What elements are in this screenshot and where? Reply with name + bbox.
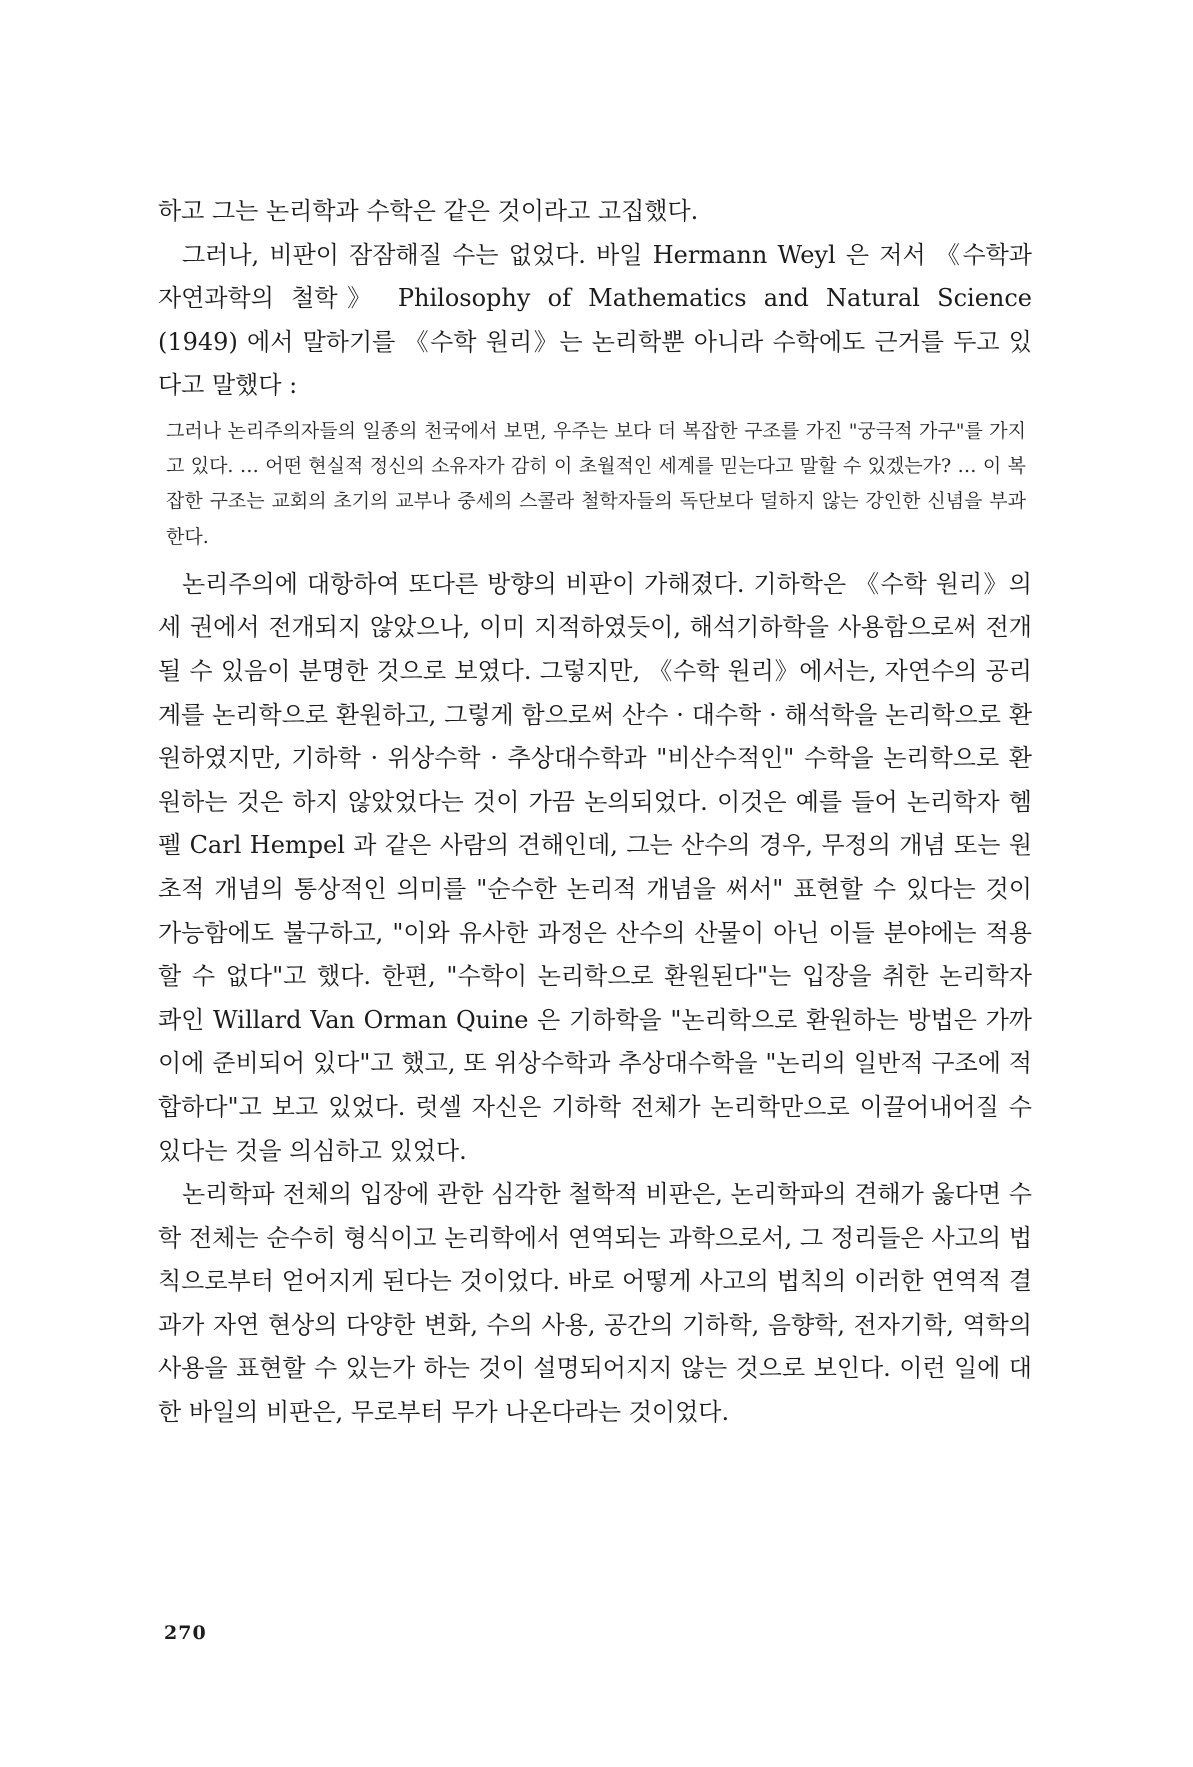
paragraph-continuation: 하고 그는 논리학과 수학은 같은 것이라고 고집했다. xyxy=(158,197,699,225)
page-number: 270 xyxy=(164,1622,207,1644)
page-body xyxy=(158,190,1032,1435)
paragraph-geometry-criticism: 논리주의에 대항하여 또다른 방향의 비판이 가해졌다. 기하학은 《수학 원리》의 세 권에서 전개되지 않았으나, 이미 지적하였듯이, 해석기하학을 사용함으로써 전개될 수 있음이 분명한 것으로 보였다. 그렇지만, 《수학 원리》에서는, 자연수의 공리계를 논리학으로 환원하고, 그렇게 함으로써 산수 · 대수학 · 해석학을 논리학으로 환원하였지만, 기하학 · 위상수학 · 추상대수학과 "비산수적인" 수학을 논리학으로 환원하는 것은 하지 않았었다는 것이 가끔 논의되었다. 이것은 예를 들어 논리학자 헴펠 Carl Hempel 과 같은 사람의 견해인데, 그는 산수의 경우, 무정의 개념 또는 원초적 개념의 통상적인 의미를 "순수한 논리적 개념을 써서" 표현할 수 있다는 것이 가능함에도 불구하고, "이와 유사한 과정은 산수의 산물이 아닌 이들 분야에는 적용할 수 없다"고 했다. 한편, "수학이 논리학으로 환원된다"는 입장을 취한 논리학자 콰인 Willard Van Orman Quine 은 기하학을 "논리학으로 환원하는 방법은 가까이에 준비되어 있다"고 했고, 또 위상수학과 추상대수학을 "논리의 일반적 구조에 적합하다"고 보고 있었다. 럿셀 자신은 기하학 전체가 논리학만으로 이끌어내어질 수 있다는 것을 의심하고 있었다. xyxy=(158,569,1032,1165)
block-quote-weyl: 그러나 논리주의자들의 일종의 천국에서 보면, 우주는 보다 더 복잡한 구조를 가진 "궁극적 가구"를 가지고 있다. … 어떤 현실적 정신의 소유자가 감히 이 초월적인 세계를 믿는다고 말할 수 있겠는가? … 이 복잡한 구조는 교회의 초기의 교부나 중세의 스콜라 철학자들의 독단보다 덜하지 않는 강인한 신념을 부과한다. xyxy=(166,419,1026,548)
paragraph-philosophical-criticism: 논리학파 전체의 입장에 관한 심각한 철학적 비판은, 논리학파의 견해가 옳다면 수학 전체는 순수히 형식이고 논리학에서 연역되는 과학으로서, 그 정리들은 사고의 법칙으로부터 얻어지게 된다는 것이었다. 바로 어떻게 사고의 법칙의 이러한 연역적 결과가 자연 현상의 다양한 변화, 수의 사용, 공간의 기하학, 음향학, 전자기학, 역학의 사용을 표현할 수 있는가 하는 것이 설명되어지지 않는 것으로 보인다. 이런 일에 대한 바일의 비판은, 무로부터 무가 나온다라는 것이었다. xyxy=(158,1180,1032,1427)
paragraph-weyl-criticism: 그러나, 비판이 잠잠해질 수는 없었다. 바일 Hermann Weyl 은 저서 《수학과 자연과학의 철학》 Philosophy of Mathematics and Natural Science (1949) 에서 말하기를 《수학 원리》는 논리학뿐 아니라 수학에도 근거를 두고 있다고 말했다 : xyxy=(158,240,1032,400)
